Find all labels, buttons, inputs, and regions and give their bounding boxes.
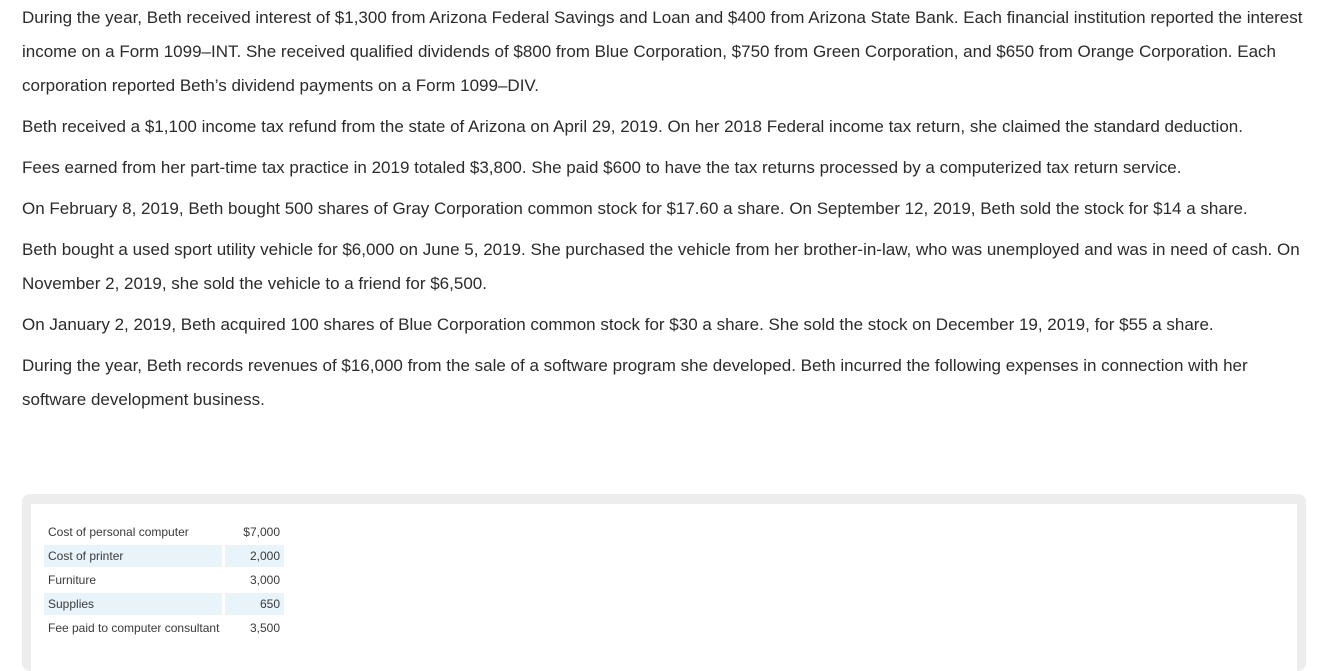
- paragraph-gray-stock: On February 8, 2019, Beth bought 500 shares of Gray Corporation common stock for $17.60 a share. On September 12, 2019, Beth sold the stock for $14 a share.: [22, 199, 1248, 218]
- table-row: [44, 593, 284, 615]
- table-row: [44, 545, 284, 567]
- expense-label: Cost of personal computer: [48, 525, 189, 539]
- expense-label: Furniture: [48, 573, 97, 587]
- paragraph-blue-stock: On January 2, 2019, Beth acquired 100 shares of Blue Corporation common stock for $30 a share. She sold the stock on December 19, 2019, for $55 a share.: [22, 315, 1214, 334]
- paragraph-interest-dividends: During the year, Beth received interest of $1,300 from Arizona Federal Savings and Loan and $400 from Arizona State Bank. Each financial institution reported the interest income on a Form 1099–INT. She received qualified dividends of $800 from Blue Corporation, $750 from Green Corporation, and $650 from Orange Corporation. Each corporation reported Beth’s dividend payments on a Form 1099–DIV.: [22, 8, 1303, 95]
- expense-amount: 3,000: [249, 573, 280, 587]
- expense-amount: $7,000: [243, 525, 280, 539]
- expenses-table-panel: [22, 494, 1306, 671]
- expense-amount: 2,000: [225, 545, 284, 567]
- paragraph-vehicle: Beth bought a used sport utility vehicle for $6,000 on June 5, 2019. She purchased the vehicle from her brother-in-law, who was unemployed and was in need of cash. On November 2, 2019, she sold the vehicle to a friend for $6,500.: [22, 240, 1300, 293]
- table-row: [44, 521, 284, 543]
- expenses-table-container: [31, 504, 1297, 671]
- expense-label: Cost of printer: [44, 545, 225, 567]
- expense-label: Fee paid to computer consultant: [48, 621, 220, 635]
- table-row: [44, 569, 284, 591]
- paragraph-tax-refund: Beth received a $1,100 income tax refund from the state of Arizona on April 29, 2019. On her 2018 Federal income tax return, she claimed the standard deduction.: [22, 117, 1243, 136]
- paragraph-software-business: During the year, Beth records revenues of $16,000 from the sale of a software program she developed. Beth incurred the following expenses in connection with her software development business.: [22, 356, 1248, 409]
- expense-label: Supplies: [44, 593, 225, 615]
- expense-amount: 3,500: [249, 621, 280, 635]
- expenses-table: [44, 519, 284, 641]
- problem-text: [22, 0, 1312, 424]
- paragraph-tax-practice-fees: Fees earned from her part-time tax practice in 2019 totaled $3,800. She paid $600 to have the tax returns processed by a computerized tax return service.: [22, 158, 1182, 177]
- table-row: [44, 617, 284, 639]
- expense-amount: 650: [225, 593, 284, 615]
